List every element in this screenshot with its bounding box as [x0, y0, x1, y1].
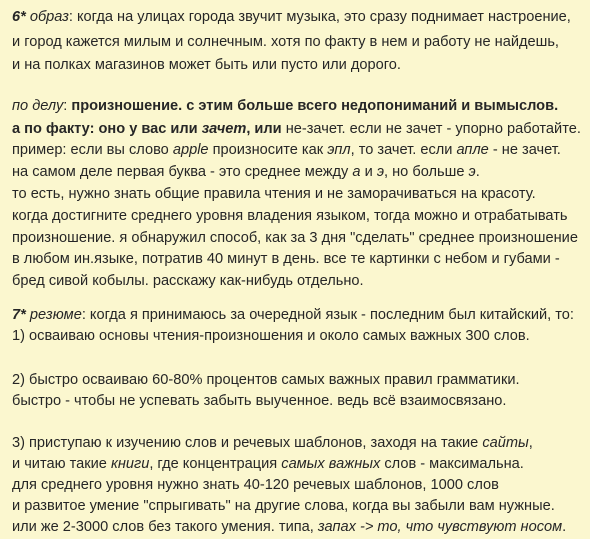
section-7-line-7: для среднего уровня нужно знать 40-120 речевых шаблонов, 1000 слов [12, 477, 499, 493]
po-delu-line-3: пример: если вы слово apple произносите как эпл, то зачет. если апле - не зачет. [12, 142, 561, 158]
section-7-line-1: 7* резюме: когда я принимаюсь за очередной язык - последним был китайский, то: [12, 307, 574, 323]
section-6-line-3: и на полках магазинов может быть или пусто или дорого. [12, 57, 401, 73]
po-delu-line-8: в любом ин.языке, потратив 40 минут в день. все те картинки с небом и губами - [12, 251, 560, 267]
section-6-line-2: и город кажется милым и солнечным. хотя по факту в нем и работу не найдешь, [12, 34, 559, 50]
po-delu-line-5: то есть, нужно знать общие правила чтения и не заморачиваться на красоту. [12, 186, 536, 202]
po-delu-line-4: на самом деле первая буква - это среднее между а и э, но больше э. [12, 164, 480, 180]
section-7-line-3: 2) быстро осваиваю 60-80% процентов самых важных правил грамматики. [12, 372, 520, 388]
section-term: резюме [29, 307, 82, 323]
section-7-line-8: и развитое умение "спрыгивать" на другие слова, когда вы забыли вам нужные. [12, 498, 555, 514]
section-number: 6* [12, 9, 26, 25]
section-6-line-1: 6* образ: когда на улицах города звучит музыка, это сразу поднимает настроение, [12, 9, 571, 25]
section-7-line-5: 3) приступаю к изучению слов и речевых шаблонов, заходя на такие сайты, [12, 435, 533, 451]
po-delu-line-2: а по факту: оно у вас или зачет, или не-зачет. если не зачет - упорно работайте. [12, 121, 581, 137]
po-delu-line-7: произношение. я обнаружил способ, как за 3 дня "сделать" среднее произношение [12, 230, 578, 246]
po-delu-line-9: бред сивой кобылы. расскажу как-нибудь отдельно. [12, 273, 364, 289]
po-delu-line-6: когда достигните среднего уровня владения языком, тогда можно и отрабатывать [12, 208, 568, 224]
section-7-line-4: быстро - чтобы не успевать забыть выученное. ведь всё взаимосвязано. [12, 393, 507, 409]
po-delu-line-1: по делу: произношение. с этим больше всего недопониманий и вымыслов. [12, 98, 559, 114]
section-term: по делу [12, 98, 64, 114]
section-7-line-2: 1) осваиваю основы чтения-произношения и около самых важных 300 слов. [12, 328, 530, 344]
section-term: образ [29, 9, 69, 25]
section-7-line-9: или же 2-3000 слов без такого умения. типа, запах -> то, что чувствуют носом. [12, 519, 567, 535]
section-7-line-6: и читаю такие книги, где концентрация самых важных слов - максимальна. [12, 456, 524, 472]
section-number: 7* [12, 307, 26, 323]
